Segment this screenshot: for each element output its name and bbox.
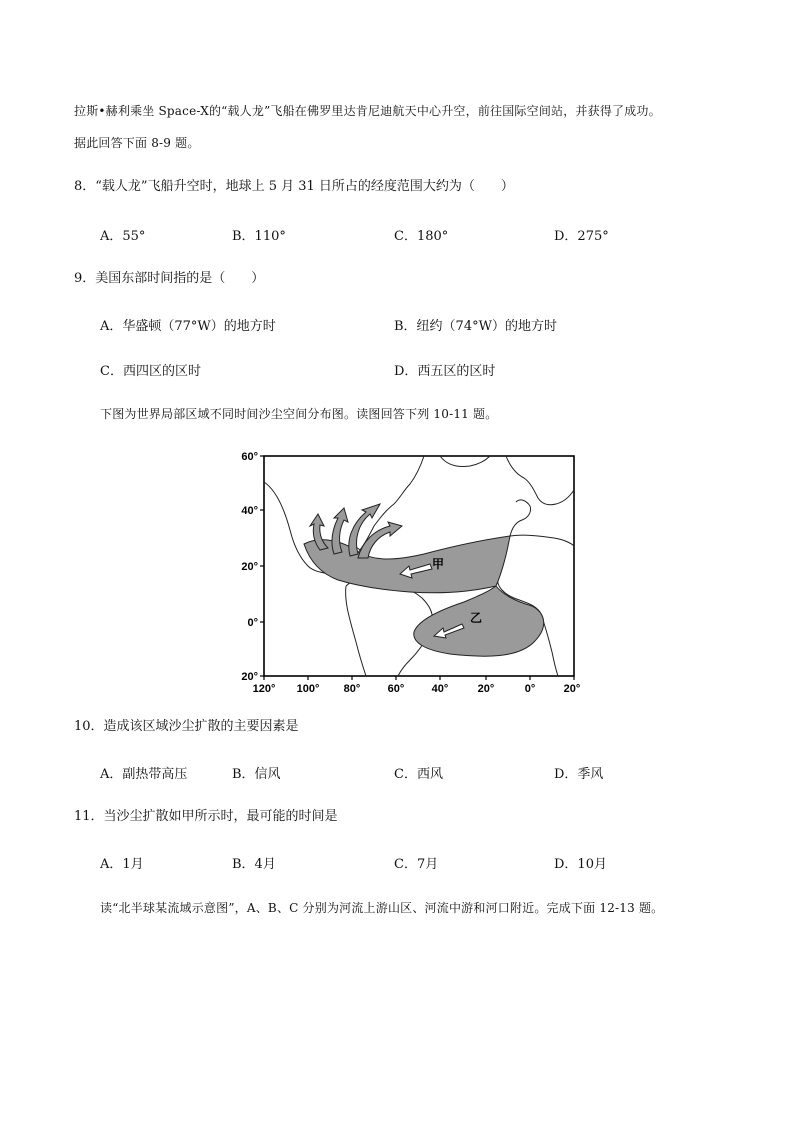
question-11-option-a[interactable]: A．1月 [100, 857, 144, 872]
question-9-option-d[interactable]: D．西五区的区时 [394, 364, 496, 379]
question-8-option-b[interactable]: B．110° [232, 229, 286, 244]
lon-label-40w: 40° [431, 683, 449, 694]
question-9-option-b[interactable]: B．纽约（74°W）的地方时 [394, 319, 557, 334]
question-11-option-b[interactable]: B．4月 [232, 857, 276, 872]
lon-label-120w: 120° [252, 683, 276, 694]
dust-distribution-map [234, 446, 586, 694]
question-9-option-a[interactable]: A．华盛顿（77°W）的地方时 [100, 319, 276, 334]
question-10-option-a[interactable]: A．副热带高压 [100, 767, 188, 782]
question-8-option-a[interactable]: A．55° [100, 229, 146, 244]
question-10-option-d[interactable]: D．季风 [554, 767, 604, 782]
label-yi: 乙 [470, 611, 483, 625]
lat-label-40n: 40° [241, 505, 258, 517]
question-10-stem: 10．造成该区域沙尘扩散的主要因素是 [74, 719, 299, 734]
question-8-option-d[interactable]: D．275° [554, 229, 609, 244]
lon-label-20w: 20° [477, 683, 495, 694]
lat-label-20n: 20° [241, 561, 258, 573]
question-8-option-c[interactable]: C．180° [394, 229, 449, 244]
intro-passage-basin: 读“北半球某流域示意图”，A、B、C 分别为河流上游山区、河流中游和河口附近。完成下面 12-13 题。 [100, 901, 664, 915]
lon-label-60w: 60° [387, 683, 405, 694]
lon-label-100w: 100° [296, 683, 320, 694]
question-10-option-c[interactable]: C．西风 [394, 767, 443, 782]
intro-passage-line-2: 据此回答下面 8-9 题。 [74, 136, 200, 150]
lat-label-20s: 20° [241, 671, 258, 683]
lat-label-0: 0° [247, 617, 258, 629]
intro-passage-map: 下图为世界局部区域不同时间沙尘空间分布图。读图回答下列 10-11 题。 [100, 407, 498, 421]
question-11-option-d[interactable]: D．10月 [554, 857, 607, 872]
lat-label-60n: 60° [241, 451, 258, 463]
label-jia: 甲 [432, 557, 445, 571]
lon-label-20e: 20° [563, 683, 581, 694]
question-11-stem: 11．当沙尘扩散如甲所示时，最可能的时间是 [74, 809, 338, 824]
lon-label-80w: 80° [343, 683, 361, 694]
lon-label-0: 0° [524, 683, 536, 694]
question-9-stem: 9．美国东部时间指的是（ ） [74, 271, 265, 286]
question-9-option-c[interactable]: C．西四区的区时 [100, 364, 201, 379]
question-10-option-b[interactable]: B．信风 [232, 767, 281, 782]
question-11-option-c[interactable]: C．7月 [394, 857, 439, 872]
question-8-stem: 8．“载人龙”飞船升空时，地球上 5 月 31 日所占的经度范围大约为（ ） [74, 179, 514, 194]
intro-passage-line-1: 拉斯•赫利乘坐 Space-X的“载人龙”飞船在佛罗里达肯尼迪航天中心升空，前往国际空间站，并获得了成功。 [74, 104, 661, 118]
